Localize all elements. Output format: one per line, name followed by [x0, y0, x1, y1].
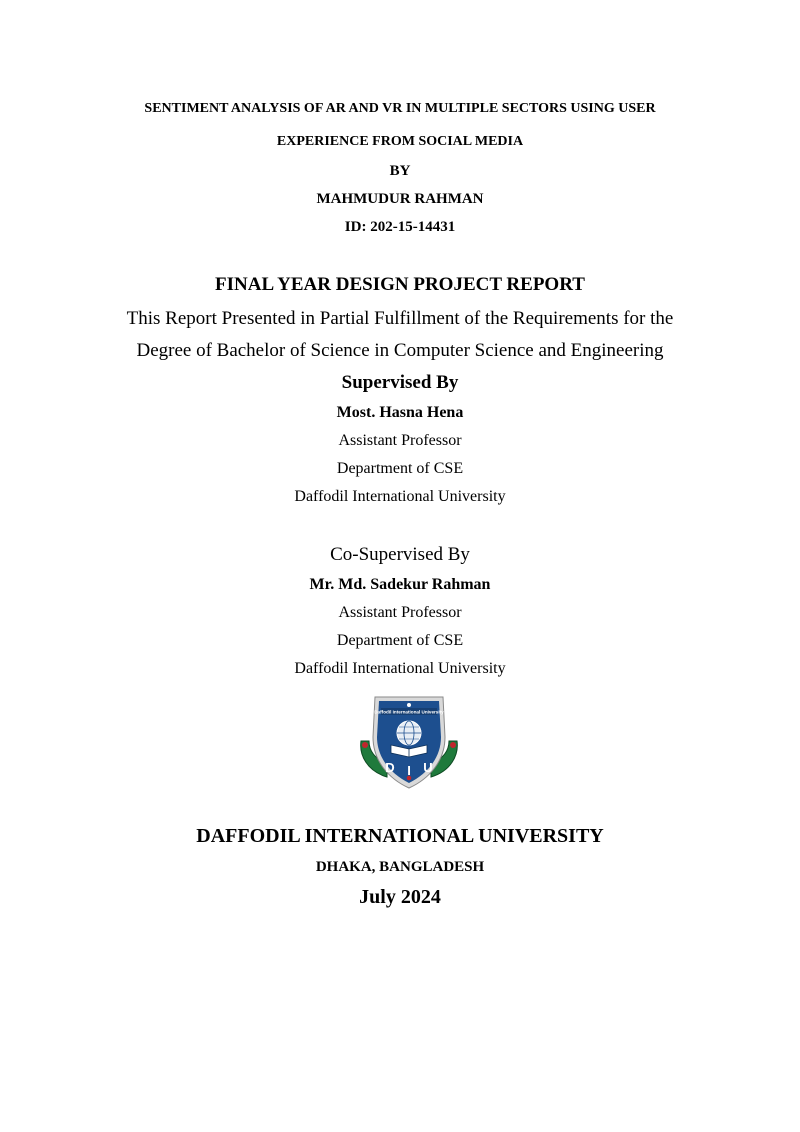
- co-supervisor-university: Daffodil International University: [294, 660, 506, 677]
- by-label: BY: [389, 163, 411, 179]
- co-supervisor-designation: Assistant Professor: [338, 604, 462, 621]
- report-date: July 2024: [359, 886, 441, 908]
- svg-text:D: D: [385, 760, 395, 775]
- diu-crest-logo: [357, 693, 461, 791]
- co-supervisor-heading: Co-Supervised By: [330, 544, 470, 565]
- report-description-line-1: This Report Presented in Partial Fulfillment of the Requirements for the: [126, 308, 674, 329]
- co-supervisor-name: Mr. Md. Sadekur Rahman: [309, 576, 491, 593]
- author-id: ID: 202-15-14431: [344, 219, 456, 235]
- institution-name: DAFFODIL INTERNATIONAL UNIVERSITY: [196, 825, 604, 847]
- svg-text:I: I: [407, 763, 411, 778]
- supervisor-university: Daffodil International University: [294, 488, 506, 505]
- title-line-2: EXPERIENCE FROM SOCIAL MEDIA: [276, 134, 524, 149]
- svg-text:U: U: [423, 760, 433, 775]
- svg-text:Daffodil International Univers: Daffodil International University: [374, 709, 444, 715]
- author-name: MAHMUDUR RAHMAN: [316, 191, 484, 207]
- co-supervisor-department: Department of CSE: [336, 632, 464, 649]
- title-line-1: SENTIMENT ANALYSIS OF AR AND VR IN MULTIPLE SECTORS USING USER: [144, 101, 656, 116]
- institution-location: DHAKA, BANGLADESH: [315, 859, 485, 875]
- supervisor-designation: Assistant Professor: [338, 432, 462, 449]
- supervisor-heading: Supervised By: [341, 372, 459, 393]
- supervisor-name: Most. Hasna Hena: [336, 404, 464, 421]
- report-description-line-2: Degree of Bachelor of Science in Computer Science and Engineering: [136, 340, 664, 361]
- supervisor-department: Department of CSE: [336, 460, 464, 477]
- report-heading: FINAL YEAR DESIGN PROJECT REPORT: [215, 274, 585, 295]
